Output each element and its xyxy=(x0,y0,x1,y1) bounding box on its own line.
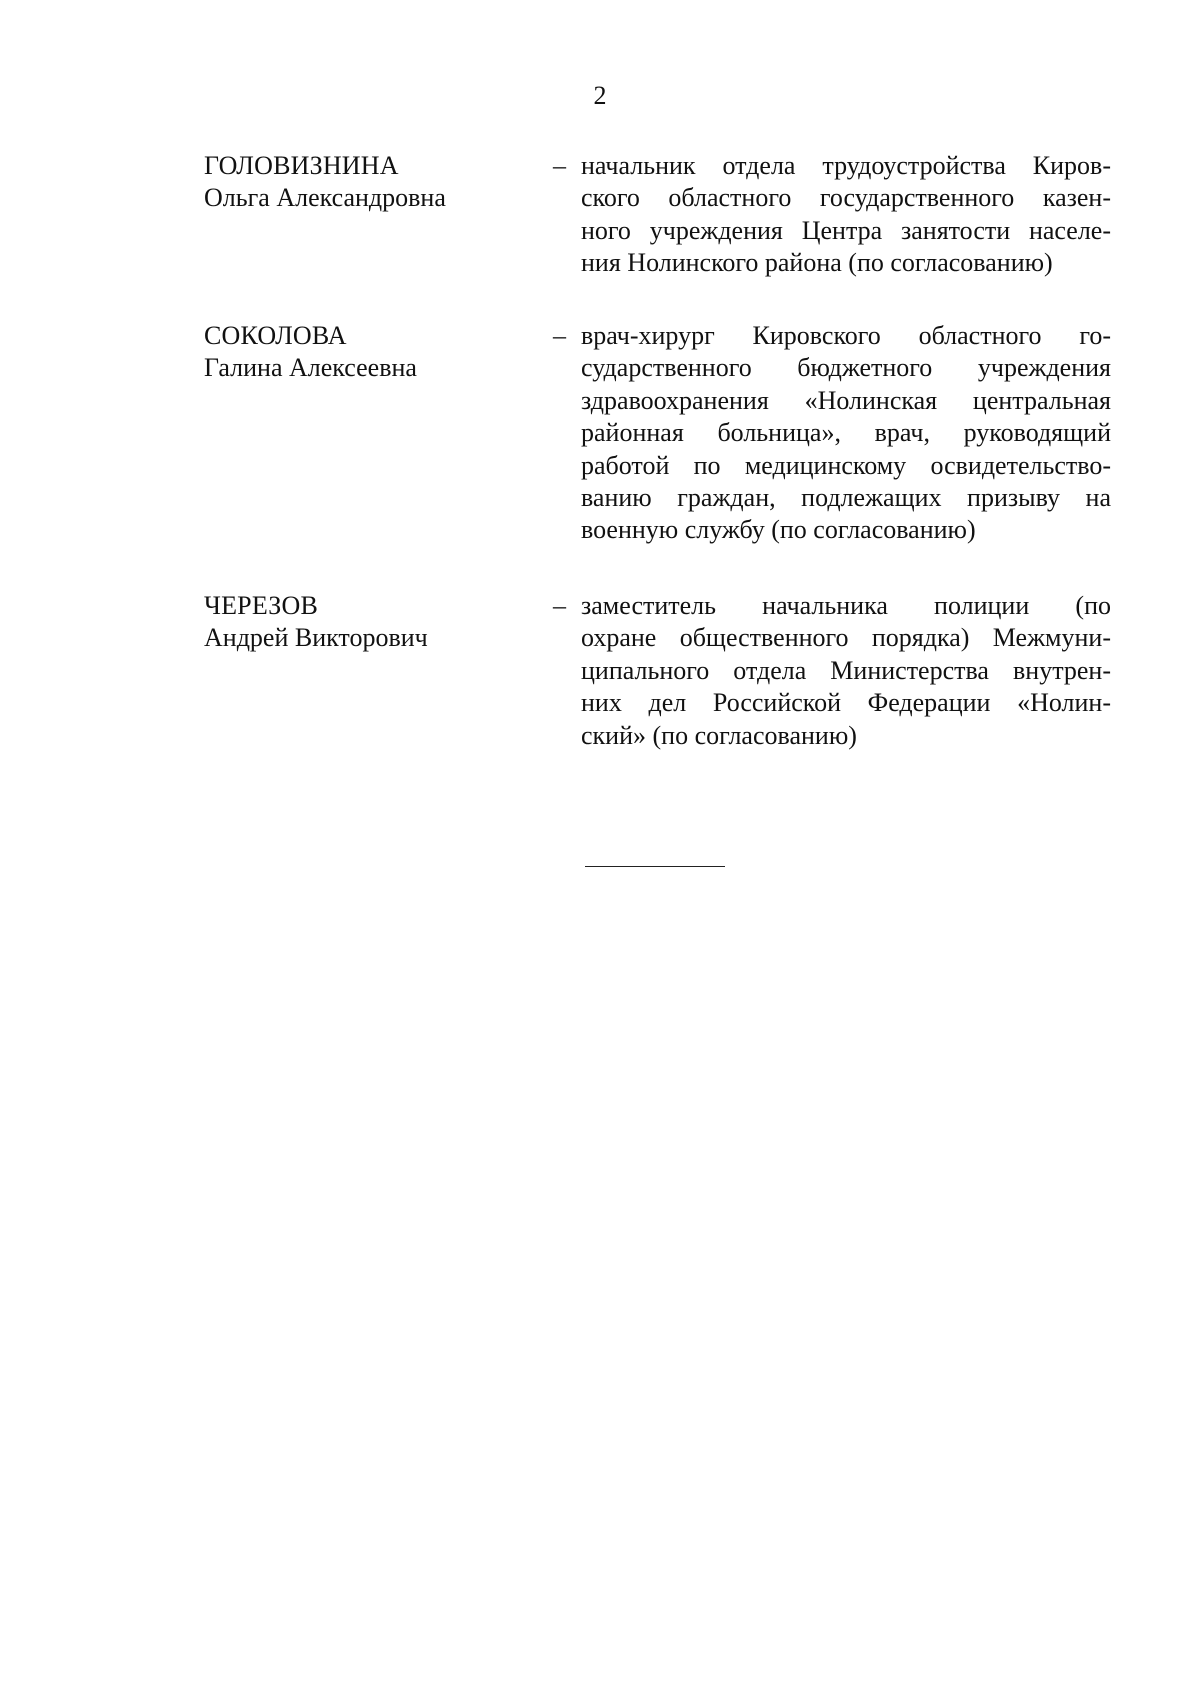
position-line: начальник отдела трудоустройства Киров- xyxy=(581,151,1111,180)
position-line: врач-хирург Кировского областного го- xyxy=(581,321,1111,350)
position-line: охране общественного порядка) Межмуни- xyxy=(581,623,1111,653)
position-line: работой по медицинскому освидетельство- xyxy=(581,450,1111,480)
position-line: ципального отдела Министерства внутрен- xyxy=(581,655,1111,685)
member-surname: ЧЕРЕЗОВ xyxy=(204,591,318,620)
separator-dash: – xyxy=(553,591,566,620)
member-surname: ГОЛОВИЗНИНА xyxy=(204,151,399,180)
member-surname: СОКОЛОВА xyxy=(204,321,347,350)
position-line: ского областного государственного казен- xyxy=(581,183,1111,213)
member-given-names: Ольга Александровна xyxy=(204,183,446,212)
page-number: 2 xyxy=(593,81,607,110)
member-position xyxy=(581,590,1111,752)
position-line: военную службу (по согласованию) xyxy=(581,515,976,545)
member-given-names: Галина Алексеевна xyxy=(204,353,417,382)
separator-dash: – xyxy=(553,321,566,350)
end-rule xyxy=(585,866,725,867)
position-line: ванию граждан, подлежащих призыву на xyxy=(581,483,1111,513)
member-position xyxy=(581,320,1111,547)
position-line: заместитель начальника полиции (по xyxy=(581,591,1111,620)
position-line: ния Нолинского района (по согласованию) xyxy=(581,248,1053,278)
position-line: них дел Российской Федерации «Нолин- xyxy=(581,688,1111,718)
position-line: здравоохранения «Нолинская центральная xyxy=(581,385,1111,415)
member-name xyxy=(204,320,534,384)
position-line: сударственного бюджетного учреждения xyxy=(581,353,1111,383)
member-given-names: Андрей Викторович xyxy=(204,623,428,652)
separator-dash: – xyxy=(553,151,566,180)
member-name xyxy=(204,150,534,214)
position-line: ский» (по согласованию) xyxy=(581,720,857,750)
position-line: районная больница», врач, руководящий xyxy=(581,418,1111,448)
member-name xyxy=(204,590,534,654)
member-position xyxy=(581,150,1111,280)
position-line: ного учреждения Центра занятости населе- xyxy=(581,215,1111,245)
